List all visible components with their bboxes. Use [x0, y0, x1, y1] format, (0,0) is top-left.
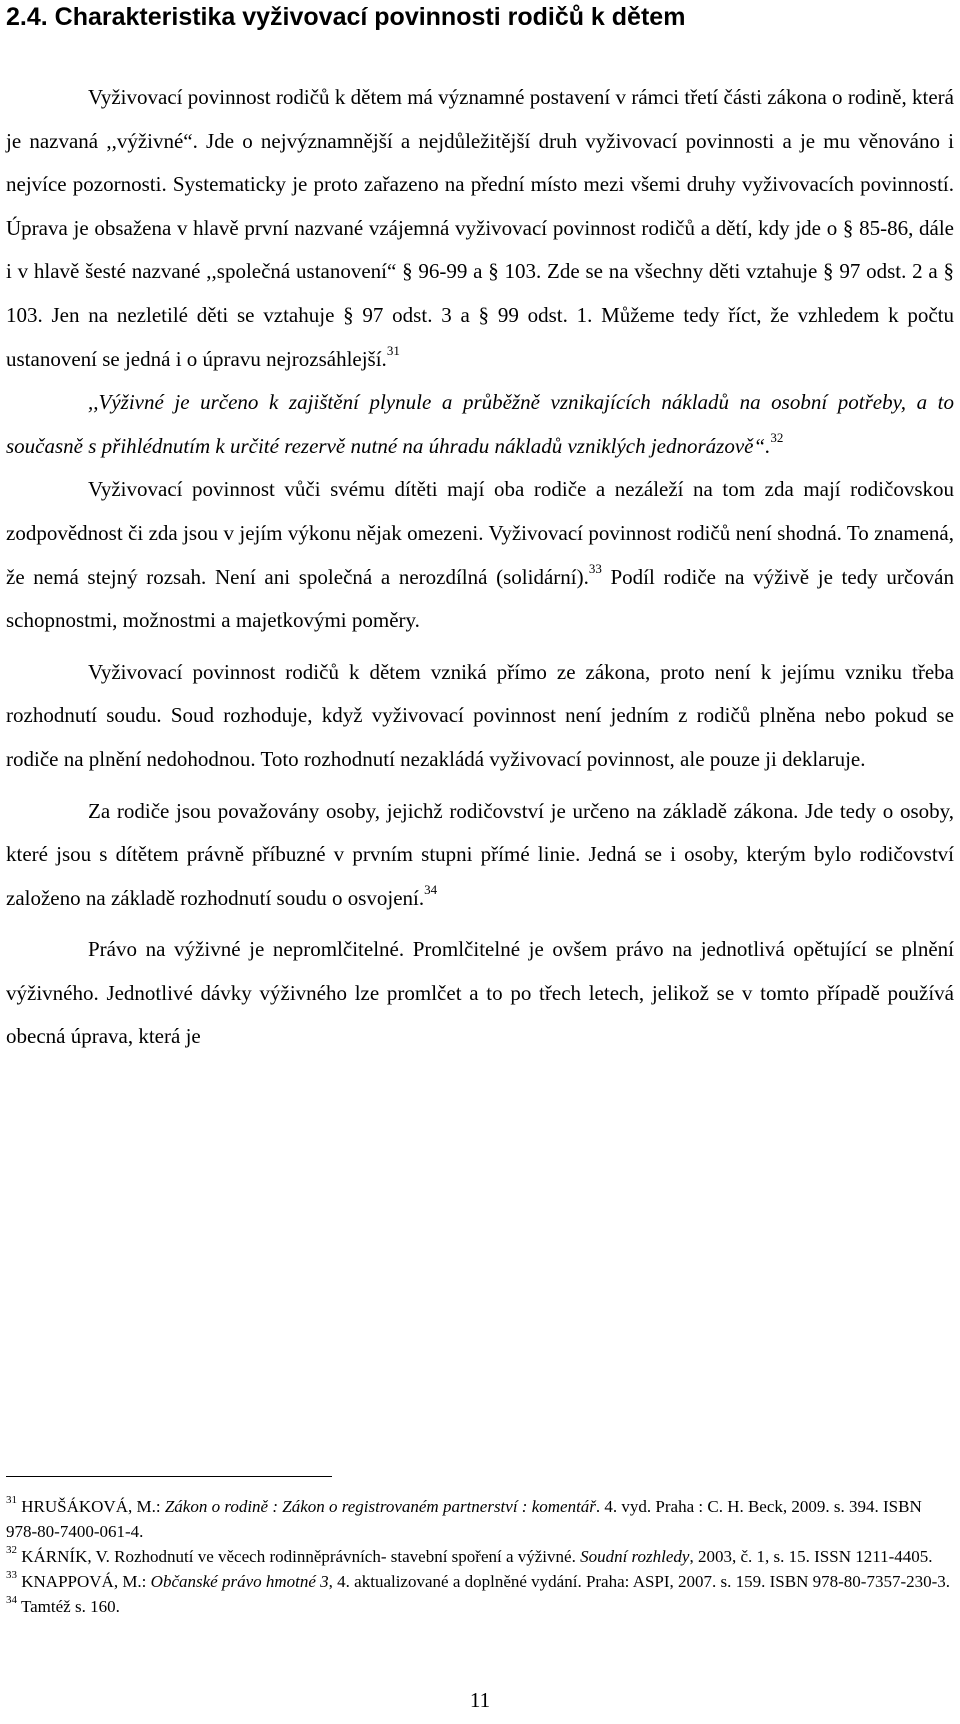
footnote-separator: [6, 1476, 332, 1477]
paragraph-1: Vyživovací povinnost rodičů k dětem má významné postavení v rámci třetí části zákona o rodině, která je nazvaná ,,výživné“. Jde o nejvýznamnější a nejdůležitější druh vyživovací povinnosti a je mu věnováno i nejvíce pozornosti. Systematicky je proto zařazeno na přední místo mezi všemi druhy vyživovacích povinností. Úprava je obsažena v hlavě první nazvané vzájemná vyživovací povinnost rodičů a dětí, kdy jde o § 85-86, dále i v hlavě šesté nazvané ,,společná ustanovení“ § 96-99 a § 103. Zde se na všechny děti vztahuje § 97 odst. 2 a § 103. Jen na nezletilé děti se vztahuje § 97 odst. 3 a § 99 odst. 1. Můžeme tedy říct, že vzhledem k počtu ustanovení se jedná i o úpravu nejrozsáhlejší.$^{31}$: [6, 85, 954, 371]
footnotes: [6, 1494, 954, 1619]
section-title: 2.4. Charakteristika vyživovací povinnosti rodičů k dětem: [6, 3, 686, 31]
paragraph-2-quote: ,,Výživné je určeno k zajištění plynule a průběžně vznikajících nákladů na osobní potřeby, a to současně s přihlédnutím k určité rezervě nutné na úhradu nákladů vzniklých jednorázově“.$^{32}$: [6, 390, 954, 458]
paragraph-4: Vyživovací povinnost rodičů k dětem vzniká přímo ze zákona, proto není k jejímu vzniku třeba rozhodnutí soudu. Soud rozhoduje, když vyživovací povinnost není jedním z rodičů plněna nebo pokud se rodiče na plnění nedohodnou. Toto rozhodnutí nezakládá vyživovací povinnost, ale pouze ji deklaruje.: [6, 659, 954, 771]
footnote-33: $^{33}$ KNAPPOVÁ, M.: Občanské právo hmotné 3, 4. aktualizované a doplněné vydání. Praha: ASPI, 2007. s. 159. ISBN 978-80-7357-230-3.: [6, 1569, 951, 1591]
page-number: 11: [469, 1688, 491, 1712]
footnote-ref-31[interactable]: 31: [386, 342, 400, 358]
footnote-31: $^{31}$ HRUŠÁKOVÁ, M.: Zákon o rodině : Zákon o registrovaném partnerství : komentář. 4. vyd. Praha : C. H. Beck, 2009. s. 394. ISBN 978-80-7400-061-4.: [6, 1494, 922, 1541]
footnote-32: $^{32}$ KÁRNÍK, V. Rozhodnutí ve věcech rodinněprávních- stavební spoření a výživné. Soudní rozhledy, 2003, č. 1, s. 15. ISSN 1211-4405.: [6, 1544, 933, 1566]
paragraph-3: Vyživovací povinnost vůči svému dítěti mají oba rodiče a nezáleží na tom zda mají rodičovskou zodpovědnost či zda jsou v jejím výkonu nějak omezeni. Vyživovací povinnost rodičů není shodná. To znamená, že nemá stejný rozsah. Není ani společná a nerozdílná (solidární).$^{33}$ Podíl rodiče na výživě je tedy určován schopnostmi, možnostmi a majetkovými poměry.: [6, 477, 954, 633]
paragraph-6: Právo na výživné je nepromlčitelné. Promlčitelné je ovšem právo na jednotlivá opětující se plnění výživného. Jednotlivé dávky výživného lze promlčet a to po třech letech, jelikož se v tomto případě používá obecná úprava, která je: [6, 937, 954, 1049]
footnote-ref-32[interactable]: 32: [770, 429, 784, 445]
paragraph-5: Za rodiče jsou považovány osoby, jejichž rodičovství je určeno na základě zákona. Jde tedy o osoby, které jsou s dítětem právně příbuzné v prvním stupni přímé linie. Jedná se i osoby, kterým bylo rodičovství založeno na základě rozhodnutí soudu o osvojení.$^{34}$: [6, 798, 954, 910]
footnote-34: $^{34}$ Tamtéž s. 160.: [6, 1594, 120, 1616]
footnote-ref-33[interactable]: 33: [588, 560, 602, 576]
footnote-ref-34[interactable]: 34: [424, 881, 438, 897]
body-text: [6, 76, 954, 1059]
